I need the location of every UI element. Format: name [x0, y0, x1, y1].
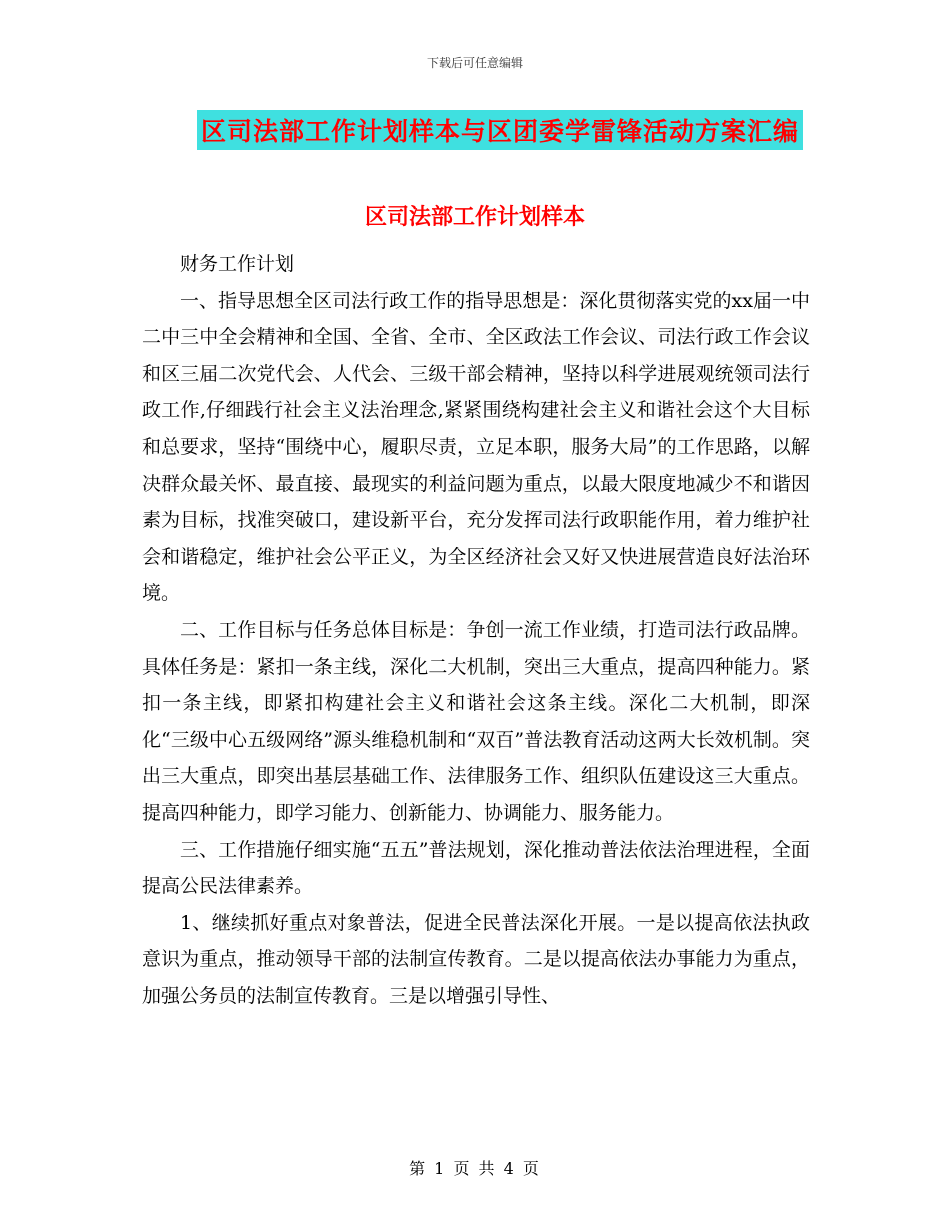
page-footer: 第 1 页 共 4 页	[409, 1159, 541, 1178]
main-title-wrap	[0, 110, 950, 150]
paragraph: 三、工作措施仔细实施“五五”普法规划，深化推动普法依法治理进程，全面提高公民法律素养。	[142, 838, 810, 898]
sub-title: 区司法部工作计划样本	[364, 205, 585, 230]
main-title: 区司法部工作计划样本与区团委学雷锋活动方案汇编	[197, 110, 803, 150]
header-note: 下载后可任意编辑	[426, 56, 523, 70]
paragraph: 1、继续抓好重点对象普法，促进全民普法深化开展。一是以提高依法执政意识为重点，推动领导干部的法制宣传教育。二是以提高依法办事能力为重点，加强公务员的法制宣传教育。三是以增强引导性、	[142, 911, 810, 1007]
paragraph: 财务工作计划	[180, 253, 295, 275]
body-text	[142, 246, 810, 1014]
paragraph: 二、工作目标与任务总体目标是：争创一流工作业绩，打造司法行政品牌。具体任务是：紧扣一条主线，深化二大机制，突出三大重点，提高四种能力。紧扣一条主线，即紧扣构建社会主义和谐社会这条主线。深化二大机制，即深化“三级中心五级网络”源头维稳机制和“双百”普法教育活动这两大长效机制。突出三大重点，即突出基层基础工作、法律服务工作、组织队伍建设这三大重点。提高四种能力，即学习能力、创新能力、协调能力、服务能力。	[142, 618, 810, 824]
paragraph: 一、指导思想全区司法行政工作的指导思想是：深化贯彻落实党的xx届一中二中三中全会精神和全国、全省、全市、全区政法工作会议、司法行政工作会议和区三届二次党代会、人代会、三级干部会精神，坚持以科学进展观统领司法行政工作,仔细践行社会主义法治理念,紧紧围绕构建社会主义和谐社会这个大目标和总要求，坚持“围绕中心，履职尽责，立足本职，服务大局”的工作思路，以解决群众最关怀、最直接、最现实的利益问题为重点，以最大限度地减少不和谐因素为目标，找准突破口，建设新平台，充分发挥司法行政职能作用，着力维护社会和谐稳定，维护社会公平正义，为全区经济社会又好又快进展营造良好法治环境。	[142, 289, 810, 605]
